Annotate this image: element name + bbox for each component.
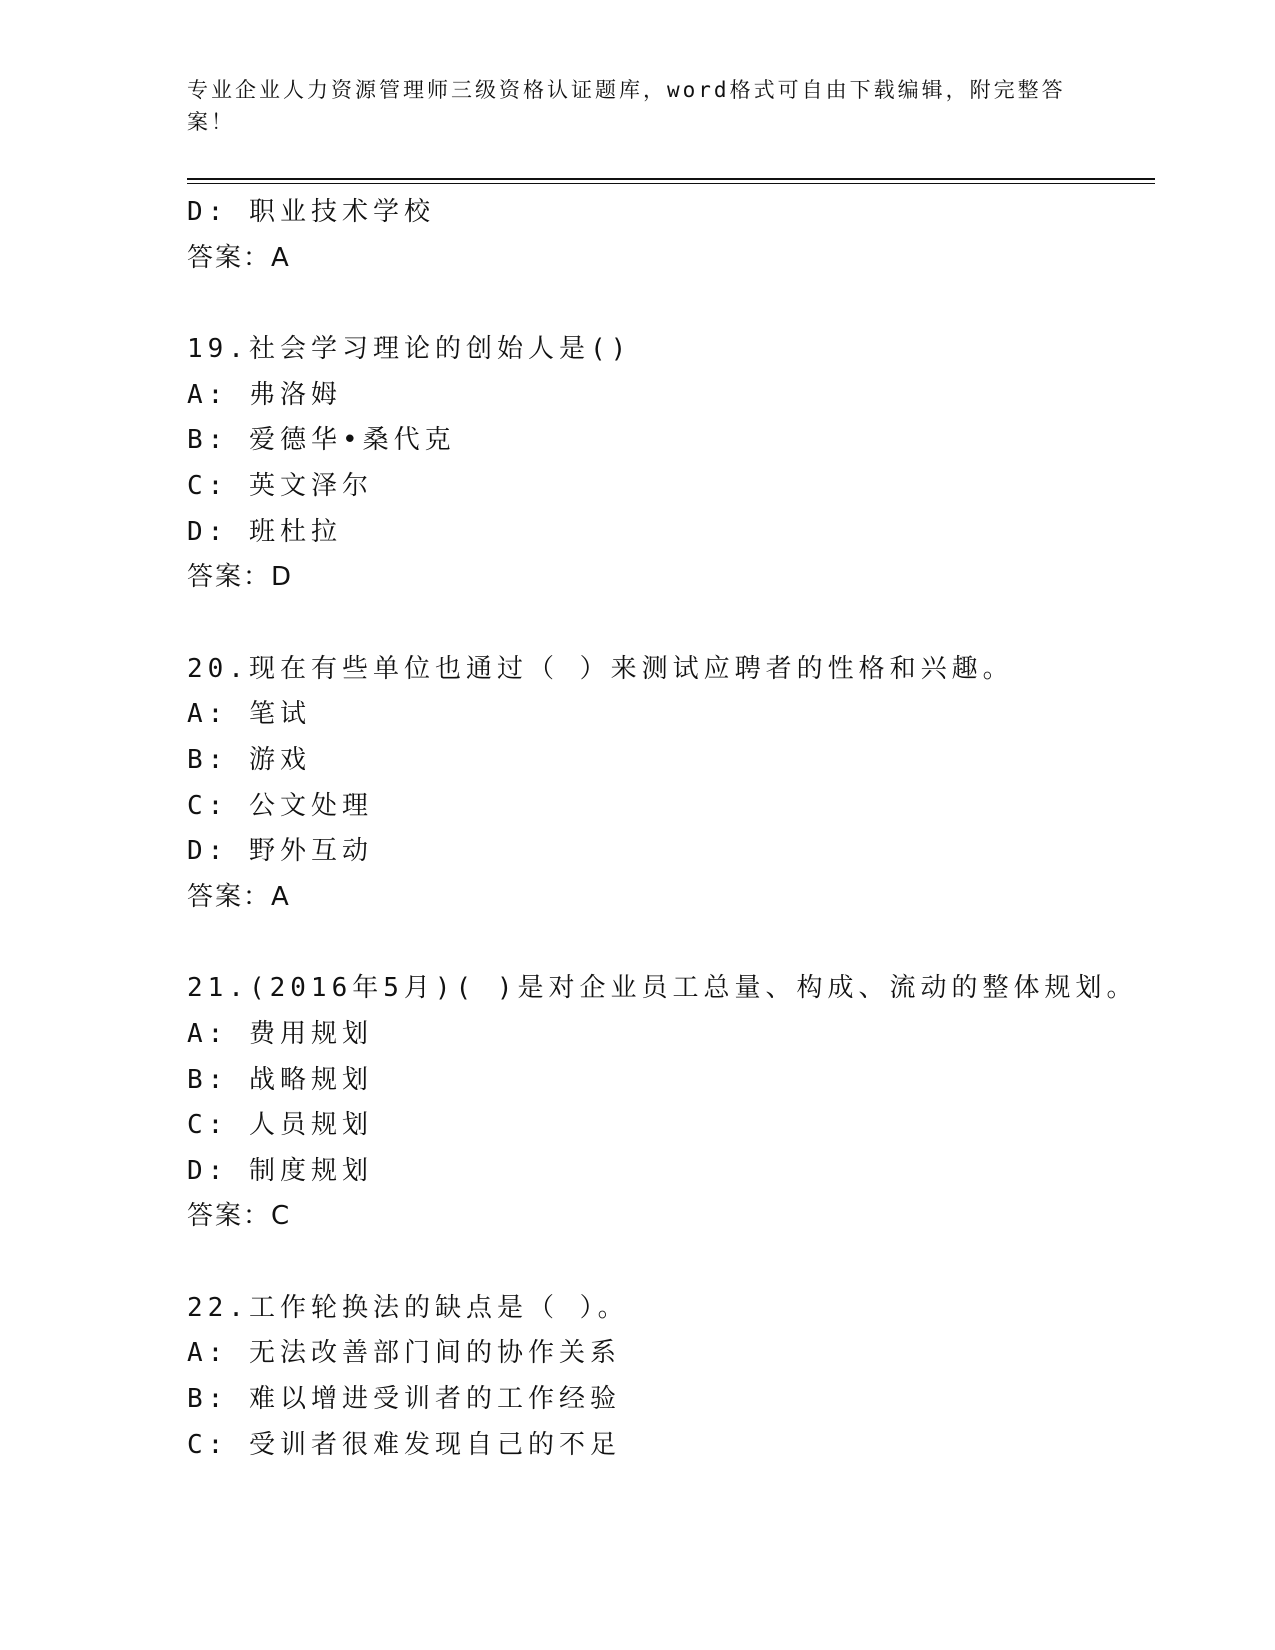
page-header: 专业企业人力资源管理师三级资格认证题库，word格式可自由下载编辑，附完整答案！ bbox=[187, 78, 1066, 134]
question-list bbox=[187, 190, 1155, 1468]
option-a: A: 费用规划 bbox=[187, 1018, 373, 1049]
question-stem: 19.社会学习理论的创始人是() bbox=[187, 334, 632, 365]
answer: 答案：C bbox=[187, 1201, 292, 1232]
option-c: C: 英文泽尔 bbox=[187, 470, 373, 501]
question-19 bbox=[187, 327, 1155, 601]
spacer bbox=[187, 281, 1155, 327]
question-stem: 22.工作轮换法的缺点是（ ）。 bbox=[187, 1292, 629, 1323]
question-20 bbox=[187, 647, 1155, 921]
option-a: A: 笔试 bbox=[187, 699, 311, 730]
spacer bbox=[187, 601, 1155, 647]
question-22 bbox=[187, 1286, 1155, 1468]
question-21 bbox=[187, 966, 1155, 1240]
spacer bbox=[187, 1240, 1155, 1286]
option-a: A: 弗洛姆 bbox=[187, 379, 342, 410]
option-c: C: 人员规划 bbox=[187, 1110, 373, 1141]
option-d: D: 职业技术学校 bbox=[187, 197, 435, 227]
header-divider-thin bbox=[187, 183, 1155, 184]
question-stem: 21.(2016年5月)( )是对企业员工总量、构成、流动的整体规划。 bbox=[187, 973, 1138, 1004]
spacer bbox=[187, 920, 1155, 966]
option-d: D: 野外互动 bbox=[187, 836, 373, 867]
option-b: B: 战略规划 bbox=[187, 1064, 373, 1095]
option-b: B: 难以增进受训者的工作经验 bbox=[187, 1384, 621, 1415]
question-stem: 20.现在有些单位也通过（ ）来测试应聘者的性格和兴趣。 bbox=[187, 653, 1014, 684]
answer: 答案：D bbox=[187, 562, 294, 593]
answer: 答案：A bbox=[187, 881, 291, 912]
option-c: C: 公文处理 bbox=[187, 790, 373, 821]
option-b: B: 爱德华•桑代克 bbox=[187, 425, 456, 456]
header-divider bbox=[187, 178, 1155, 180]
answer: 答案：A bbox=[187, 242, 291, 273]
option-d: D: 班杜拉 bbox=[187, 516, 342, 547]
option-b: B: 游戏 bbox=[187, 744, 311, 775]
option-d: D: 制度规划 bbox=[187, 1155, 373, 1186]
option-a: A: 无法改善部门间的协作关系 bbox=[187, 1338, 621, 1369]
option-c: C: 受训者很难发现自己的不足 bbox=[187, 1429, 621, 1460]
